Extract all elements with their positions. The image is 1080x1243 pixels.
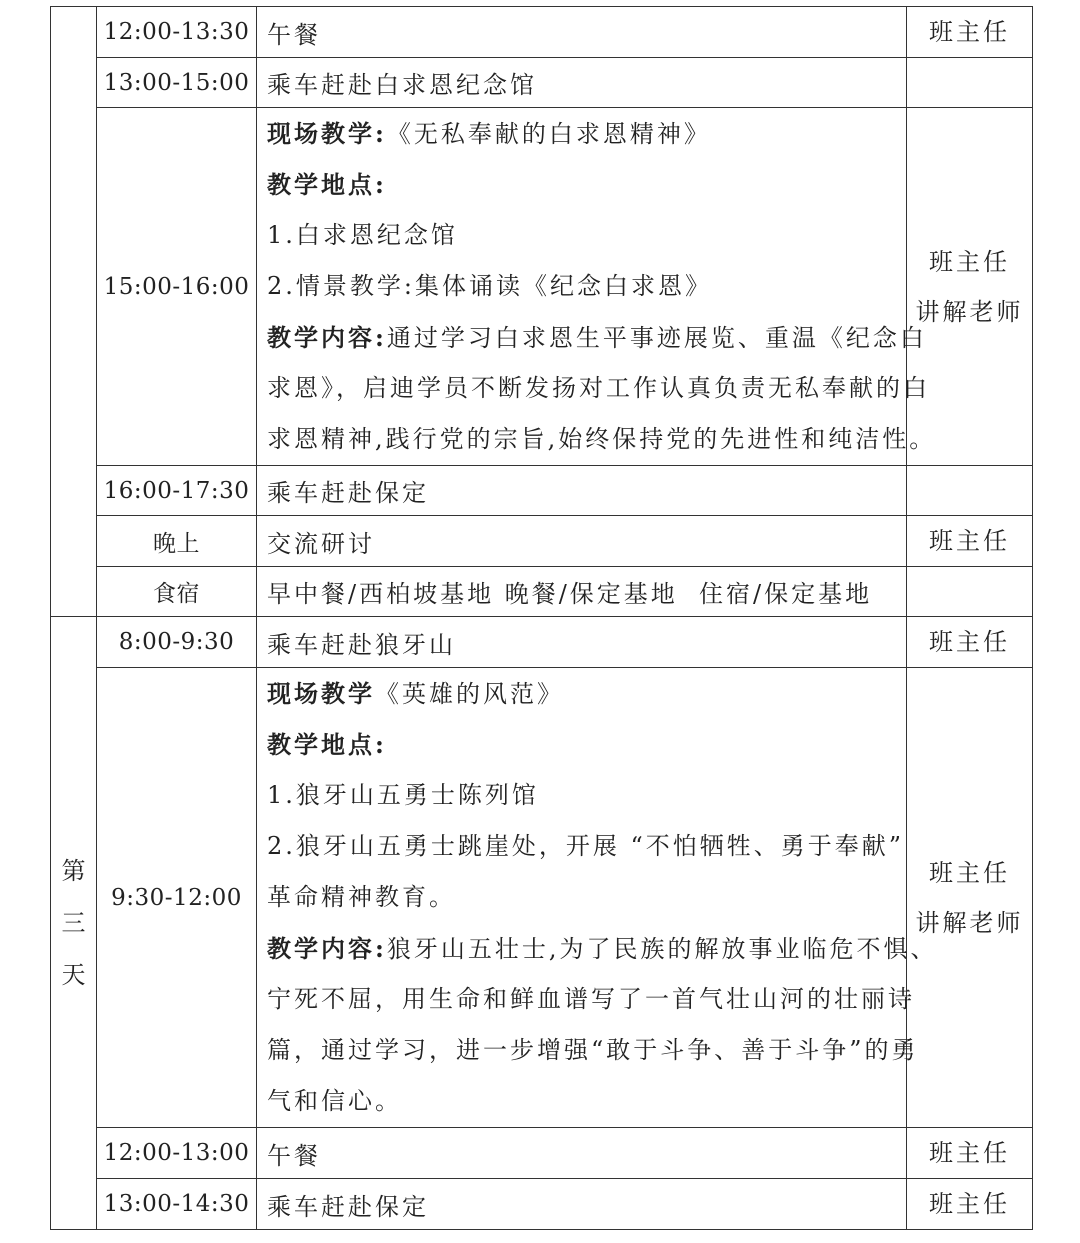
time-cell: 15:00-16:00: [97, 108, 257, 466]
person-cell: [907, 58, 1033, 108]
table-row: [51, 567, 1033, 617]
table-row: [51, 108, 1033, 466]
time-cell: 晚上: [97, 516, 257, 567]
bold-heading: 教学内容:: [267, 934, 387, 963]
content-cell: 乘车赶赴狼牙山: [257, 617, 907, 668]
person-cell: 班主任: [907, 1128, 1033, 1179]
content-line: 教学内容:狼牙山五壮士,为了民族的解放事业临危不惧、: [267, 934, 938, 963]
table-row: [51, 516, 1033, 567]
day-label: 第 三 天: [61, 857, 86, 989]
person-name: 讲解老师: [915, 297, 1024, 326]
content-line: 宁死不屈，用生命和鲜血谱写了一首气壮山河的壮丽诗: [267, 985, 915, 1013]
content-cell: 交流研讨: [257, 516, 907, 567]
person-cell: [907, 567, 1033, 617]
bold-heading: 教学地点:: [267, 170, 387, 199]
content-line: 现场教学《英雄的风范》: [267, 679, 564, 708]
person-cell: 班主任: [907, 7, 1033, 58]
content-line: 教学内容:通过学习白求恩生平事迹展览、重温《纪念白: [267, 323, 927, 352]
day-cell: [51, 617, 97, 1230]
bold-heading: 现场教学: [267, 679, 375, 708]
content-line: 求恩》，启迪学员不断发扬对工作认真负责无私奉献的白: [267, 374, 930, 402]
time-cell: 12:00-13:00: [97, 1128, 257, 1179]
content-line: 革命精神教育。: [267, 883, 456, 911]
person-cell: 班主任: [907, 516, 1033, 567]
content-line: 2.狼牙山五勇士跳崖处，开展 “不怕牺牲、勇于奉献”: [267, 832, 905, 860]
content-line: 1.白求恩纪念馆: [267, 221, 458, 249]
content-cell: [257, 108, 937, 466]
time-cell: 16:00-17:30: [97, 466, 257, 516]
table-row: [51, 1128, 1033, 1179]
content-line: 气和信心。: [267, 1087, 402, 1115]
person-cell: 班主任: [907, 1179, 1033, 1230]
time-cell: 9:30-12:00: [97, 668, 257, 1128]
person-name: 讲解老师: [915, 908, 1024, 937]
time-cell: 12:00-13:30: [97, 7, 257, 58]
time-cell: 8:00-9:30: [97, 617, 257, 668]
person-name: 班主任: [929, 247, 1010, 276]
table-row: [51, 668, 1033, 1128]
person-name: 班主任: [929, 858, 1010, 887]
content-line: 现场教学:《无私奉献的白求恩精神》: [267, 119, 711, 148]
content-line: 1.狼牙山五勇士陈列馆: [267, 781, 539, 809]
table-row: [51, 617, 1033, 668]
bold-heading: 教学内容:: [267, 323, 387, 352]
person-cell: 班主任: [907, 617, 1033, 668]
bold-heading: 现场教学:: [267, 119, 387, 148]
content-cell: 午餐: [257, 7, 907, 58]
content-cell: [257, 668, 938, 1128]
content-line: 2.情景教学:集体诵读《纪念白求恩》: [267, 272, 712, 300]
day-cell: [51, 7, 97, 617]
content-cell: 午餐: [257, 1128, 907, 1179]
time-cell: 13:00-15:00: [97, 58, 257, 108]
content-line: 篇，通过学习，进一步增强“敢于斗争、善于斗争”的勇: [267, 1036, 919, 1064]
content-cell: 乘车赶赴白求恩纪念馆: [257, 58, 907, 108]
table-row: [51, 466, 1033, 516]
schedule-table: [50, 6, 1033, 1230]
bold-heading: 教学地点:: [267, 730, 387, 759]
person-cell: [907, 668, 1033, 1128]
content-line: 求恩精神,践行党的宗旨,始终保持党的先进性和纯洁性。: [267, 425, 937, 453]
table-row: [51, 58, 1033, 108]
content-cell: 乘车赶赴保定: [257, 1179, 907, 1230]
content-cell: 早中餐/西柏坡基地 晚餐/保定基地 住宿/保定基地: [257, 567, 907, 617]
time-cell: 13:00-14:30: [97, 1179, 257, 1230]
table-row: [51, 1179, 1033, 1230]
person-cell: [907, 108, 1033, 466]
person-cell: [907, 466, 1033, 516]
time-cell: 食宿: [97, 567, 257, 617]
table-row: [51, 7, 1033, 58]
content-cell: 乘车赶赴保定: [257, 466, 907, 516]
